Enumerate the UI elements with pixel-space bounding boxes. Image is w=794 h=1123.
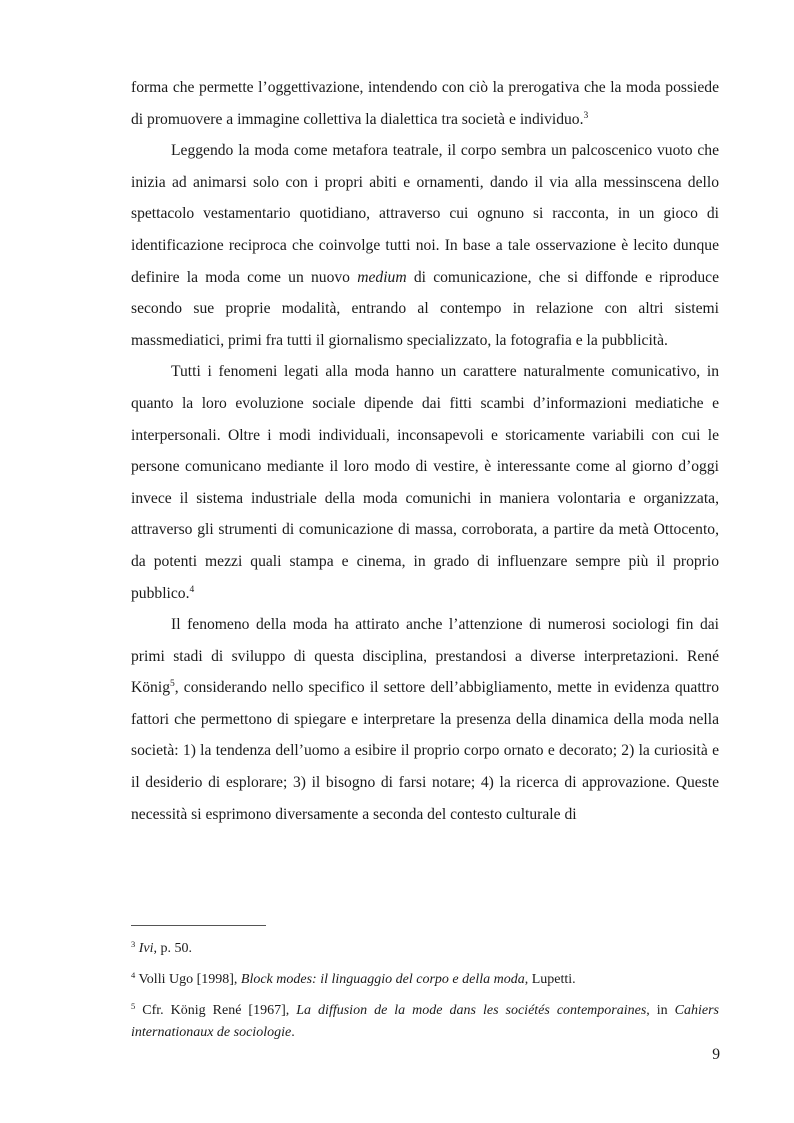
footnote-ref: 5: [131, 1001, 136, 1011]
footnote: [131, 969, 719, 991]
text-run: .: [291, 1025, 295, 1040]
italic-text: Ivi: [138, 941, 154, 956]
text-run: Tutti i fenomeni legati alla moda hanno un carattere naturalmente comunicativo, in quanto la loro evoluzione sociale dipende dai fitti scambi d’informazioni mediatiche e interpersonali. Oltre i modi individuali, inconsapevoli e storicamente variabili con cui le persone comunicano mediante il loro modo di vestire, è interessante come al giorno d’oggi invece il sistema industriale della moda comunichi in maniera volontaria e organizzata, attraverso gli strumenti di comunicazione di massa, corroborata, a partire da metà Ottocento, da potenti mezzi quali stampa e cinema, in grado di influenzare sempre più il proprio pubblico.: [131, 363, 719, 602]
footnote-ref: 4: [131, 970, 136, 980]
footnote: [131, 938, 719, 960]
page-number: 9: [712, 1046, 720, 1063]
footnote-ref: 5: [169, 679, 175, 690]
italic-text: La diffusion de la mode dans les sociétés contemporaines: [296, 1003, 647, 1018]
footnote-ref: 3: [131, 939, 136, 949]
text-run: di comunicazione, che si diffonde e riproduce secondo sue proprie modalità, entrando al contempo in relazione con altri sistemi massmediatici, primi fra tutti il giornalismo specializzato, la fotografia e la pubblicità.: [131, 268, 719, 349]
footnote-separator: [131, 925, 266, 926]
body-text: [131, 72, 719, 830]
italic-text: medium: [357, 268, 407, 286]
text-run: , in: [646, 1003, 675, 1018]
text-run: Volli Ugo [1998],: [135, 972, 241, 987]
text-run: , p. 50.: [153, 941, 193, 956]
text-run: forma che permette l’oggettivazione, intendendo con ciò la prerogativa che la moda possiede di promuovere a immagine collettiva la dialettica tra società e individuo.: [131, 79, 719, 128]
paragraph: [131, 72, 719, 135]
text-run: , Lupetti.: [524, 972, 576, 987]
paragraph: [131, 609, 719, 830]
footnote-ref: 3: [583, 110, 589, 121]
text-run: Il fenomeno della moda ha attirato anche l’attenzione di numerosi sociologi fin dai primi stadi di sviluppo di questa disciplina, prestandosi a diverse interpretazioni. René König: [131, 616, 719, 697]
paragraph: [131, 356, 719, 609]
footnote-ref: 4: [189, 584, 195, 595]
footnote: [131, 1000, 719, 1044]
text-run: Cfr. König René [1967],: [135, 1003, 297, 1018]
footnotes: [131, 938, 719, 1053]
text-run: , considerando nello specifico il settore dell’abbigliamento, mette in evidenza quattro fattori che permettono di spiegare e interpretare la presenza della dinamica della moda nella società: 1) la tendenza dell’uomo a esibire il proprio corpo ornato e decorato; 2) la curiosità e il desiderio di esplorare; 3) il bisogno di farsi notare; 4) la ricerca di approvazione. Queste necessità si esprimono diversamente a seconda del contesto culturale di: [131, 679, 719, 823]
italic-text: Block modes: il linguaggio del corpo e della moda: [240, 972, 525, 987]
italic-text: Cahiers internationaux de sociologie: [131, 1003, 720, 1040]
paragraph: [131, 135, 719, 356]
text-run: Leggendo la moda come metafora teatrale, il corpo sembra un palcoscenico vuoto che inizia ad animarsi solo con i propri abiti e ornamenti, dando il via alla messinscena dello spettacolo vestamentario quotidiano, attraverso cui ognuno si racconta, in un gioco di identificazione reciproca che coinvolge tutti noi. In base a tale osservazione è lecito dunque definire la moda come un nuovo: [131, 142, 719, 286]
